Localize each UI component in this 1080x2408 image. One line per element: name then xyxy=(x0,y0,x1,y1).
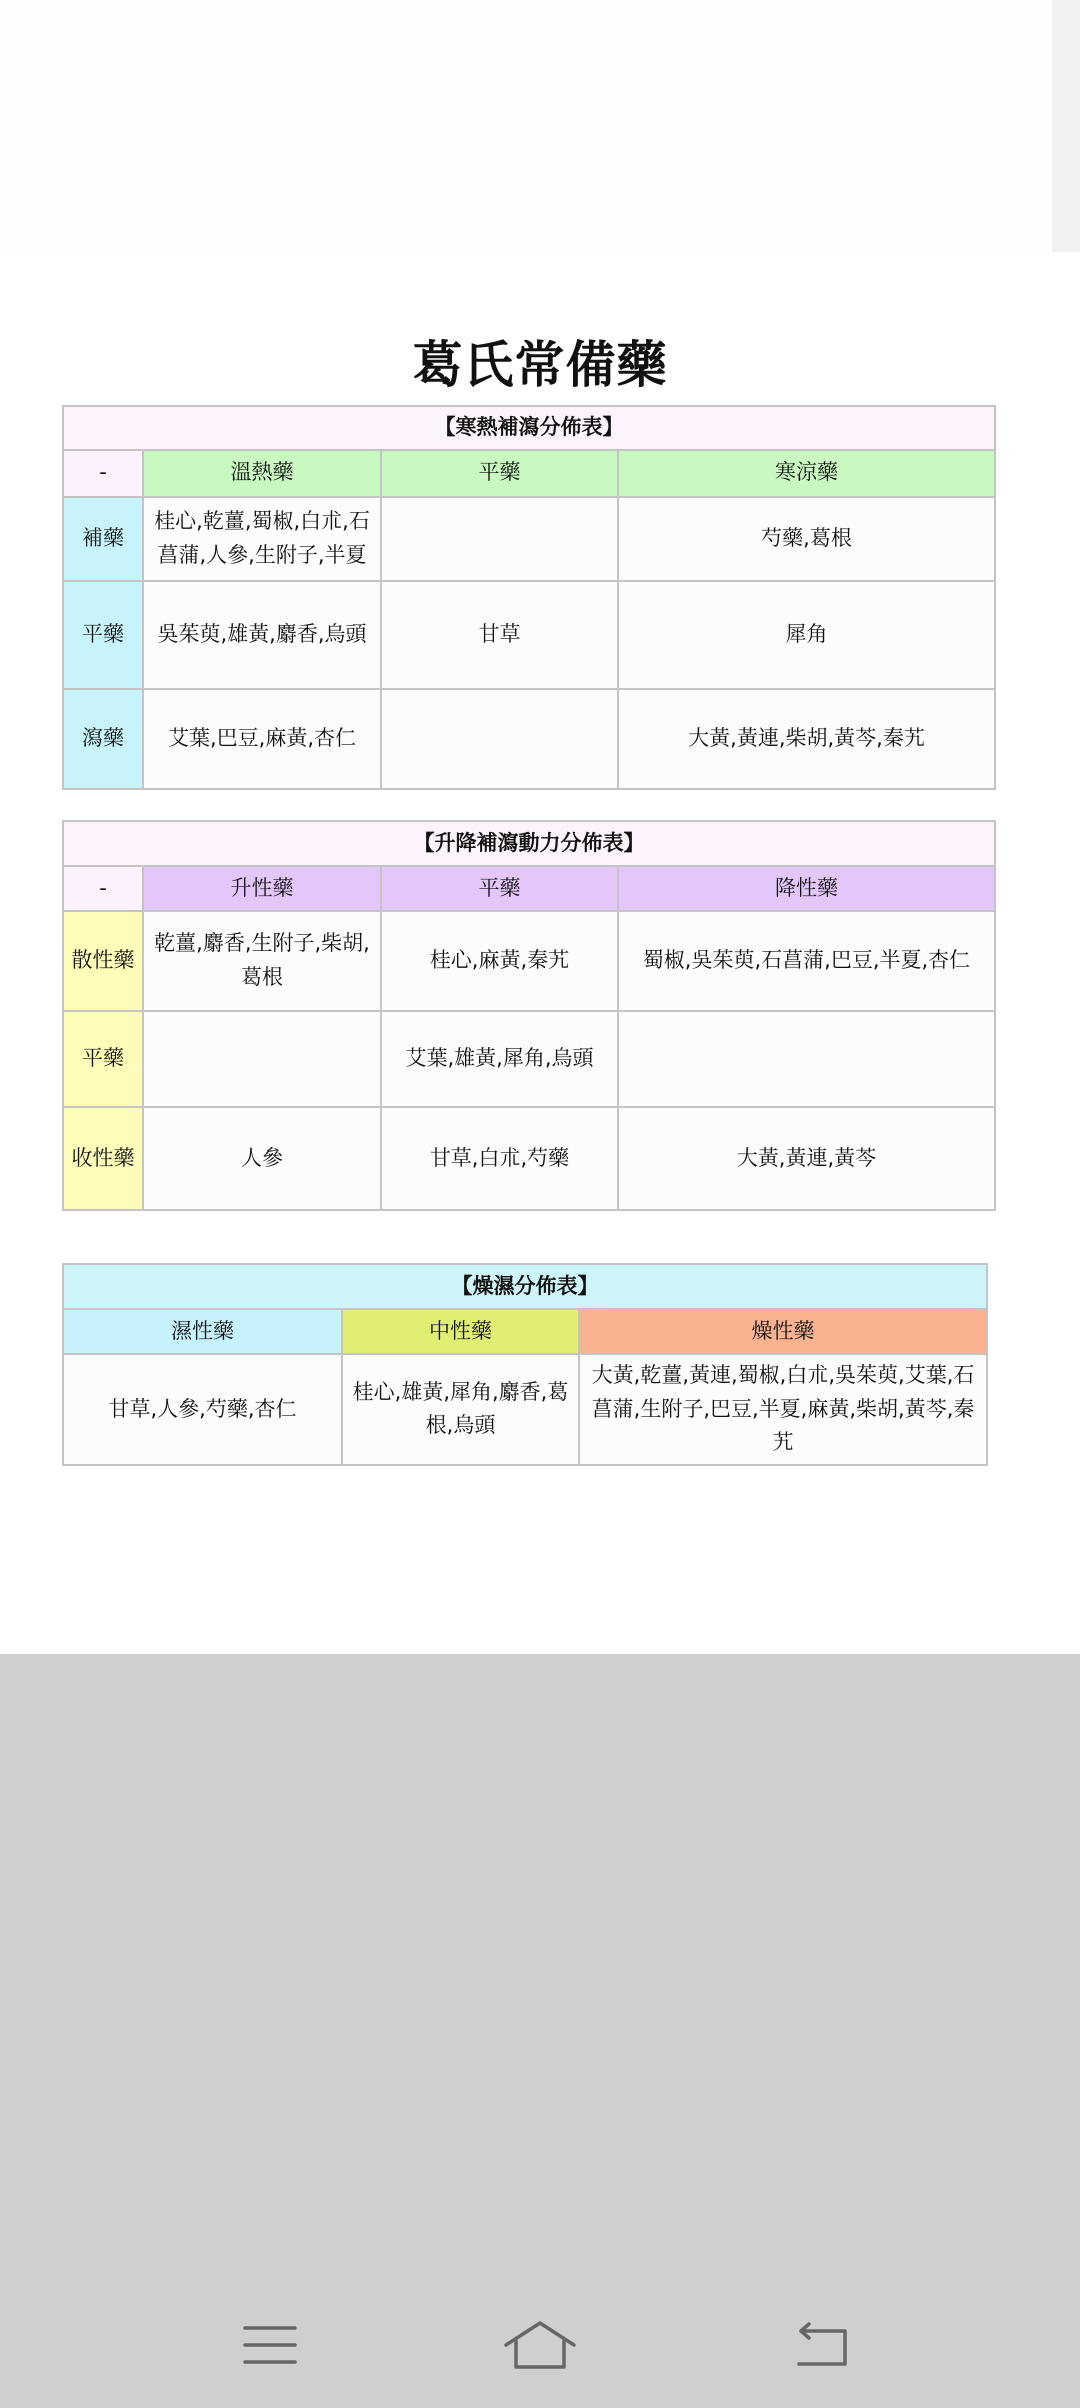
table1-row-label: 瀉藥 xyxy=(63,689,143,789)
table-cell: 大黃,黃連,柴胡,黃芩,秦艽 xyxy=(618,689,995,789)
table1-header-neutral: 平藥 xyxy=(381,450,618,497)
table-cell: 犀角 xyxy=(618,581,995,689)
home-button[interactable] xyxy=(490,2310,590,2380)
table3-header-neutral: 中性藥 xyxy=(342,1309,579,1354)
table-cell: 桂心,麻黃,秦艽 xyxy=(381,911,618,1011)
table-row xyxy=(63,1011,995,1107)
table-cell xyxy=(381,689,618,789)
table-cell: 甘草,人參,芍藥,杏仁 xyxy=(63,1354,342,1465)
table-row xyxy=(63,911,995,1011)
table-cell: 艾葉,巴豆,麻黃,杏仁 xyxy=(143,689,381,789)
back-icon xyxy=(793,2320,853,2370)
table2-header-corner: - xyxy=(63,866,143,911)
menu-button[interactable] xyxy=(220,2310,320,2380)
table2-row-label: 散性藥 xyxy=(63,911,143,1011)
page-title: 葛氏常備藥 xyxy=(412,336,668,394)
table-cell: 大黃,黃連,黃芩 xyxy=(618,1107,995,1210)
table-row xyxy=(63,1354,987,1465)
table2-header-descend: 降性藥 xyxy=(618,866,995,911)
table-cell: 大黃,乾薑,黃連,蜀椒,白朮,吳茱萸,艾葉,石菖蒲,生附子,巴豆,半夏,麻黃,柴胡,黃芩,秦艽 xyxy=(579,1354,987,1465)
table-row xyxy=(63,689,995,789)
table-cell: 甘草,白朮,芍藥 xyxy=(381,1107,618,1210)
table-row xyxy=(63,497,995,581)
dry-wet-table xyxy=(62,1263,988,1466)
table-cell: 艾葉,雄黃,犀角,烏頭 xyxy=(381,1011,618,1107)
menu-icon xyxy=(242,2323,298,2367)
table-cell: 甘草 xyxy=(381,581,618,689)
table1-header-warm: 溫熱藥 xyxy=(143,450,381,497)
table-cell: 桂心,乾薑,蜀椒,白朮,石菖蒲,人參,生附子,半夏 xyxy=(143,497,381,581)
table3-header-wet: 濕性藥 xyxy=(63,1309,342,1354)
table2-header-neutral: 平藥 xyxy=(381,866,618,911)
table-row xyxy=(63,581,995,689)
table-cell: 吳茱萸,雄黃,麝香,烏頭 xyxy=(143,581,381,689)
table2-caption: 【升降補瀉動力分佈表】 xyxy=(63,821,995,866)
table-cell: 芍藥,葛根 xyxy=(618,497,995,581)
table-row xyxy=(63,1107,995,1210)
table-cell xyxy=(381,497,618,581)
top-edge-strip xyxy=(1052,0,1080,252)
table2-row-label: 收性藥 xyxy=(63,1107,143,1210)
table1-header-cool: 寒涼藥 xyxy=(618,450,995,497)
table3-caption: 【燥濕分佈表】 xyxy=(63,1264,987,1309)
home-icon xyxy=(502,2319,578,2371)
table-cell: 人參 xyxy=(143,1107,381,1210)
table-cell: 蜀椒,吳茱萸,石菖蒲,巴豆,半夏,杏仁 xyxy=(618,911,995,1011)
table1-caption: 【寒熱補瀉分佈表】 xyxy=(63,406,995,450)
table-cell: 桂心,雄黃,犀角,麝香,葛根,烏頭 xyxy=(342,1354,579,1465)
bottom-blank-area xyxy=(0,1654,1080,2408)
table1-header-corner: - xyxy=(63,450,143,497)
table1-row-label: 補藥 xyxy=(63,497,143,581)
ascend-descend-table xyxy=(62,820,996,1211)
table-cell: 乾薑,麝香,生附子,柴胡,葛根 xyxy=(143,911,381,1011)
table1-row-label: 平藥 xyxy=(63,581,143,689)
back-button[interactable] xyxy=(773,2310,873,2380)
top-blank-area xyxy=(0,0,1060,252)
table-cell xyxy=(143,1011,381,1107)
table2-header-ascend: 升性藥 xyxy=(143,866,381,911)
table3-header-dry: 燥性藥 xyxy=(579,1309,987,1354)
cold-heat-table xyxy=(62,405,996,790)
table2-row-label: 平藥 xyxy=(63,1011,143,1107)
table-cell xyxy=(618,1011,995,1107)
